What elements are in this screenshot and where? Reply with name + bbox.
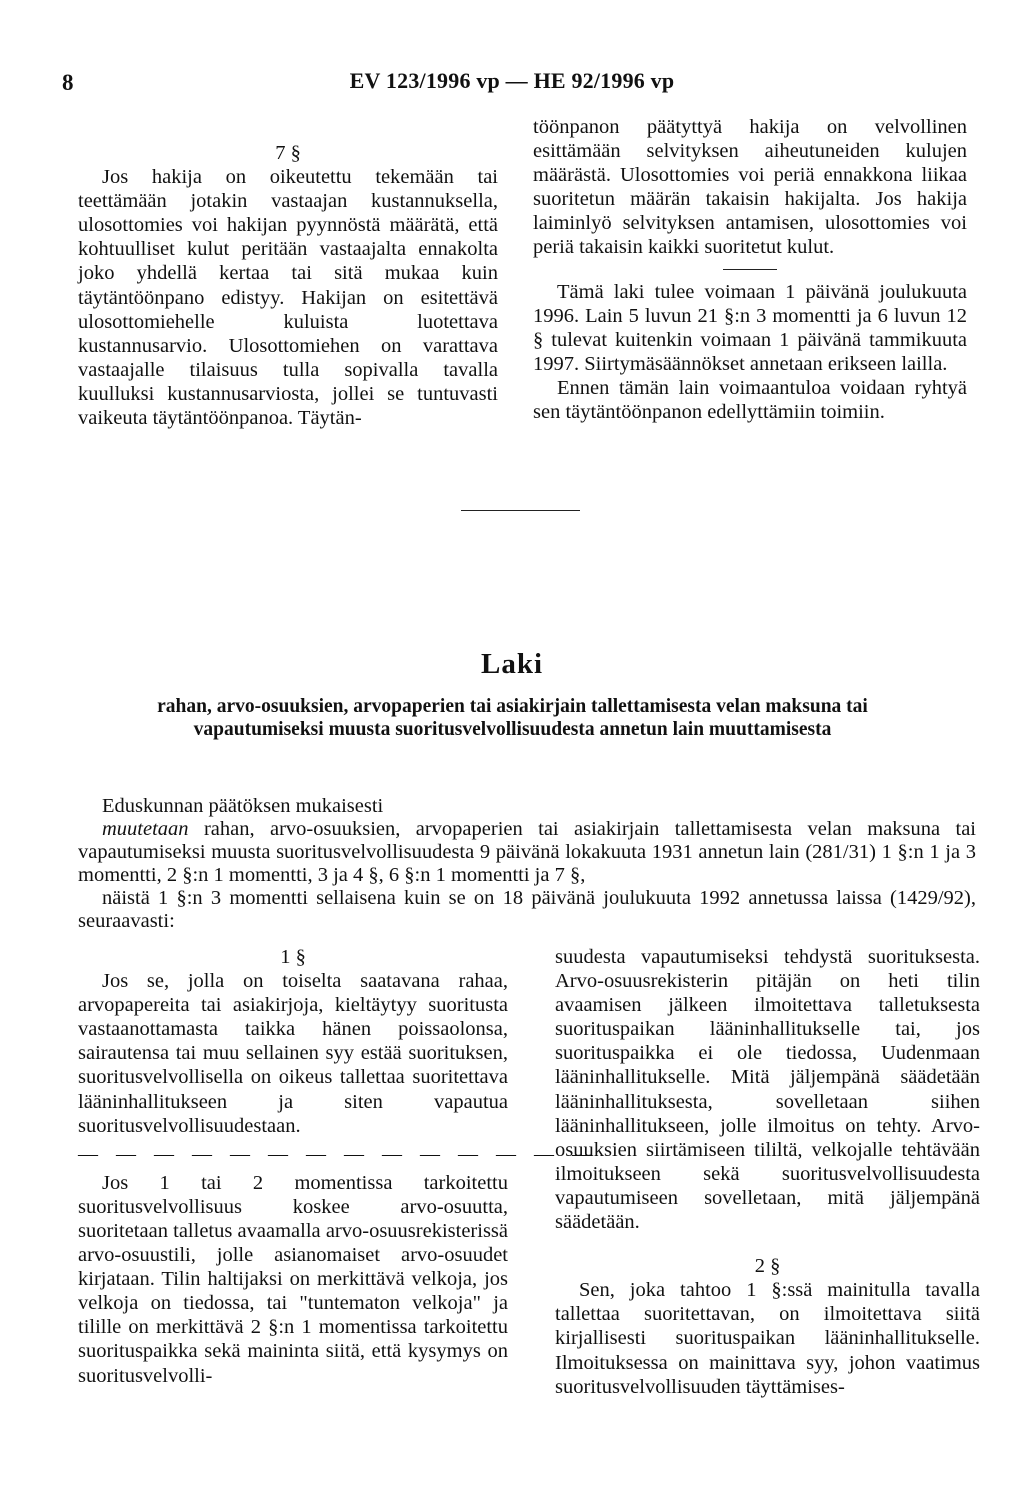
enactment-preamble [78,795,976,933]
section-heading-1: 1 § [280,946,306,968]
law-end-rule [461,510,580,511]
law-title: Laki [480,648,544,680]
page-number: 8 [62,70,74,95]
section-7-paragraph: Jos hakija on oikeutettu tekemään tai teettämään jotakin vastaajan kustannuksella, ulosottomies voi hakijan pyynnöstä määrätä, että kohtuulliset kulut peritään vastaajalta ennakolta joko yhdellä kertaa tai sitä mukaa kuin täytäntöönpano edistyy. Hakijan on esitettävä ulosottomiehelle kuluista luotettava kustannusarvio. Ulosottomiehen on varattava vastaajalle tilaisuus tulla sopivalla tavalla kuulluksi kustannusarviosta, jollei se tuntuvasti vaikeuta täytäntöönpanoa. Täytän- [78,166,498,430]
omission-dashes: — — — — — — — — — — — — — — [78,1142,599,1165]
top-left-column [78,141,498,430]
running-header: EV 123/1996 vp — HE 92/1996 vp [349,68,675,93]
preamble-amendment-text: rahan, arvo-osuuksien, arvopaperien tai asiakirjain tallettamisesta velan maksuna tai vapautumiseksi muusta suoritusvelvollisuudesta 9 päivänä lokakuuta 1931 annetun lain (281/31) 1 §:n 1 ja 3 momentti, 2 §:n 1 momentti, 3 ja 4 §, 6 §:n 1 momentti ja 7 §, [78,818,976,886]
section-7-continuation: töönpanon päätyttyä hakija on velvollinen esittämään selvityksen aiheutuneiden kulujen määrästä. Ulosottomies voi periä ennakkona liikaa suoritetun määrän takaisin hakijalta. Jos hakija laiminlyö selvityksen antamisen, ulosottomies voi periä takaisin kaikki suoritetut kulut. [533,116,967,259]
preamble-intro: Eduskunnan päätöksen mukaisesti [102,795,384,817]
preamble-final: näistä 1 §:n 3 momentti sellaisena kuin se on 18 päivänä joulukuuta 1992 annetussa laissa (1429/92), seuraavasti: [78,887,976,932]
preparatory-measures-paragraph: Ennen tämän lain voimaantuloa voidaan ryhtyä sen täytäntöönpanon edellyttämiin toimiin. [533,376,967,424]
section-1-paragraph-3: Jos 1 tai 2 momentissa tarkoitettu suoritusvelvollisuus koskee arvo-osuutta, suoritetaan talletus avaamalla arvo-osuusrekisterissä arvo-osuustili, jolle asianomaiset arvo-osuudet kirjataan. Tilin haltijaksi on merkittävä velkoja, jos velkoja on tiedossa, tai "tuntematon velkoja" ja tilille on merkittävä 2 §:n 1 momentissa tarkoitettu suorituspaikka sekä maininta siitä, että kysymys on suoritusvelvolli- [78,1171,508,1387]
top-right-column [533,115,967,424]
entry-into-force-paragraph: Tämä laki tulee voimaan 1 päivänä joulukuuta 1996. Lain 5 luvun 21 §:n 3 momentti ja 6 luvun 12 § tulevat kuitenkin voimaan 1 päivänä tammikuuta 1997. Siirtymäsäännökset annetaan erikseen lailla. [533,280,967,375]
law-subtitle: rahan, arvo-osuuksien, arvopaperien tai asiakirjain tallettamisesta velan maksuna tai vapautumiseksi muusta suoritusvelvollisuudesta annetun lain muuttamisesta [157,696,868,740]
preamble-italic-verb: muutetaan [102,818,189,840]
bottom-right-column [555,945,980,1399]
section-1-paragraph-1: Jos se, jolla on toiselta saatavana rahaa, arvopapereita tai asiakirjoja, kieltäytyy suoritusta vastaanottamasta taikka hänen poissaolonsa, sairautensa tai muu sellainen syy estää suorituksen, suoritusvelvollisella on oikeus tallettaa suoritettava lääninhallitukseen ja siten vapautua suoritusvelvollisuudestaan. [78,970,508,1137]
separator-rule [723,269,777,270]
section-heading-2: 2 § [754,1255,781,1278]
preamble-amendment [78,818,976,887]
section-1-continuation: suudesta vapautumiseksi tehdystä suorituksesta. Arvo-osuusrekisterin pitäjän on heti tilin avaamisen jälkeen ilmoitettava talletuksesta suorituspaikan lääninhallitukselle tai, jos suorituspaikka ei ole tiedossa, Uudenmaan lääninhallitukselle. Mitä jäljempänä säädetään lääninhallituksesta, sovelletaan siihen lääninhallitukseen, jolle ilmoitus on tehty. Arvo-osuuksien siirtämiseen tililtä, velkojalle tehtävään ilmoitukseen sekä suoritusvelvollisuudesta vapautumiseen sovelletaan, mitä jäljempänä säädetään. [555,946,980,1234]
bottom-left-column [78,945,599,1388]
section-heading-7: 7 § [275,142,301,164]
section-2-paragraph: Sen, joka tahtoo 1 §:ssä mainitulla tavalla tallettaa suoritettavan, on ilmoitettava siitä kirjallisesti suorituspaikan lääninhallitukselle. Ilmoituksessa on mainittava syy, johon vaatimus suoritusvelvollisuuden täyttämises- [555,1279,980,1398]
